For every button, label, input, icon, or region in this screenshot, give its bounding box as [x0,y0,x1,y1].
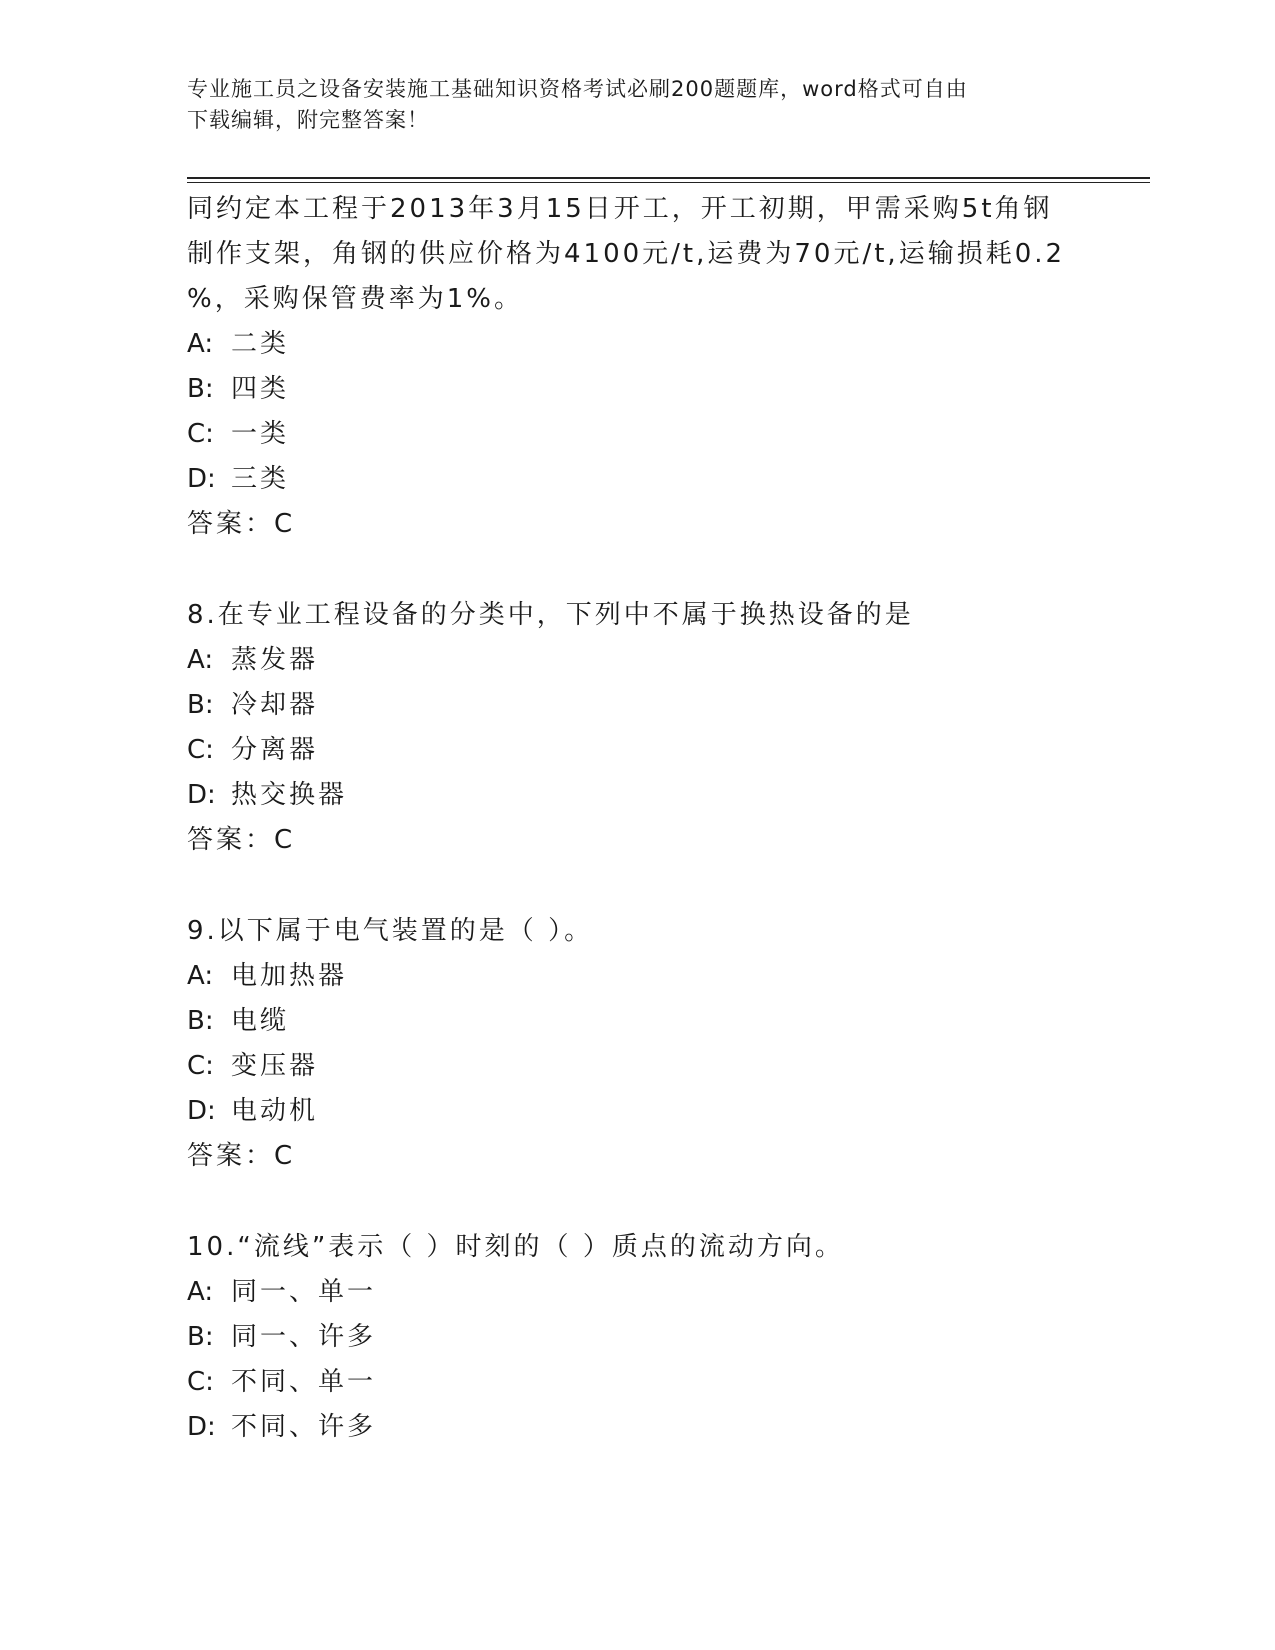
option-key: A: [187,329,214,359]
option-key: D: [187,1096,216,1126]
option-text: 变压器 [231,1051,319,1081]
option-a [187,1270,1087,1315]
option-text: 一类 [231,419,290,449]
option-c [187,1360,1087,1405]
stem-line: %，采购保管费率为1%。 [187,284,523,314]
answer-line [187,502,1087,547]
option-b [187,367,1087,412]
option-text: 电缆 [231,1006,290,1036]
option-text: 电动机 [231,1096,319,1126]
option-d [187,1089,1087,1134]
option-text: 蒸发器 [231,645,319,675]
question-title: 10.“流线”表示（ ）时刻的（ ）质点的流动方向。 [187,1232,844,1262]
document-header [187,74,1067,136]
answer-line [187,818,1087,863]
stem-line: 制作支架，角钢的供应价格为4100元/t,运费为70元/t,运输损耗0.2 [187,239,1066,269]
answer-label: 答案： [187,825,275,855]
option-d [187,773,1087,818]
option-key: B: [187,1006,214,1036]
option-key: A: [187,961,214,991]
option-key: A: [187,645,214,675]
stem-line: 同约定本工程于2013年3月15日开工，开工初期，甲需采购5t角钢 [187,194,1053,224]
answer-line [187,1134,1087,1179]
option-text: 电加热器 [231,961,348,991]
question-10 [187,1225,1087,1450]
option-key: B: [187,690,214,720]
header-line-2: 下载编辑，附完整答案！ [187,108,429,132]
option-key: C: [187,1051,214,1081]
option-key: C: [187,419,214,449]
answer-value: C [274,825,293,855]
option-b [187,683,1087,728]
option-a [187,322,1087,367]
option-a [187,638,1087,683]
question-title: 9.以下属于电气装置的是（ ）。 [187,916,594,946]
option-text: 不同、单一 [231,1367,377,1397]
option-key: A: [187,1277,214,1307]
question-8 [187,593,1087,863]
answer-value: C [274,509,293,539]
option-text: 冷却器 [231,690,319,720]
answer-label: 答案： [187,1141,275,1171]
option-key: D: [187,464,216,494]
option-a [187,954,1087,999]
option-text: 四类 [231,374,290,404]
option-text: 不同、许多 [231,1412,377,1442]
option-d [187,457,1087,502]
option-c [187,412,1087,457]
header-line-1: 专业施工员之设备安装施工基础知识资格考试必刷200题题库，word格式可自由 [187,77,968,101]
option-key: D: [187,780,216,810]
option-d [187,1405,1087,1450]
option-key: C: [187,1367,214,1397]
header-divider-thin [187,182,1150,183]
header-divider-thick [187,177,1150,179]
option-c [187,728,1087,773]
option-c [187,1044,1087,1089]
answer-value: C [274,1141,293,1171]
option-key: C: [187,735,214,765]
option-text: 同一、许多 [231,1322,377,1352]
option-text: 分离器 [231,735,319,765]
question-title: 8.在专业工程设备的分类中，下列中不属于换热设备的是 [187,600,914,630]
option-b [187,1315,1087,1360]
question-list [187,187,1087,1450]
option-key: B: [187,1322,214,1352]
question-9 [187,909,1087,1179]
option-key: D: [187,1412,216,1442]
question-7 [187,187,1087,547]
option-key: B: [187,374,214,404]
option-text: 热交换器 [231,780,348,810]
option-text: 三类 [231,464,290,494]
option-text: 同一、单一 [231,1277,377,1307]
option-text: 二类 [231,329,290,359]
answer-label: 答案： [187,509,275,539]
option-b [187,999,1087,1044]
question-stem [187,187,1087,322]
